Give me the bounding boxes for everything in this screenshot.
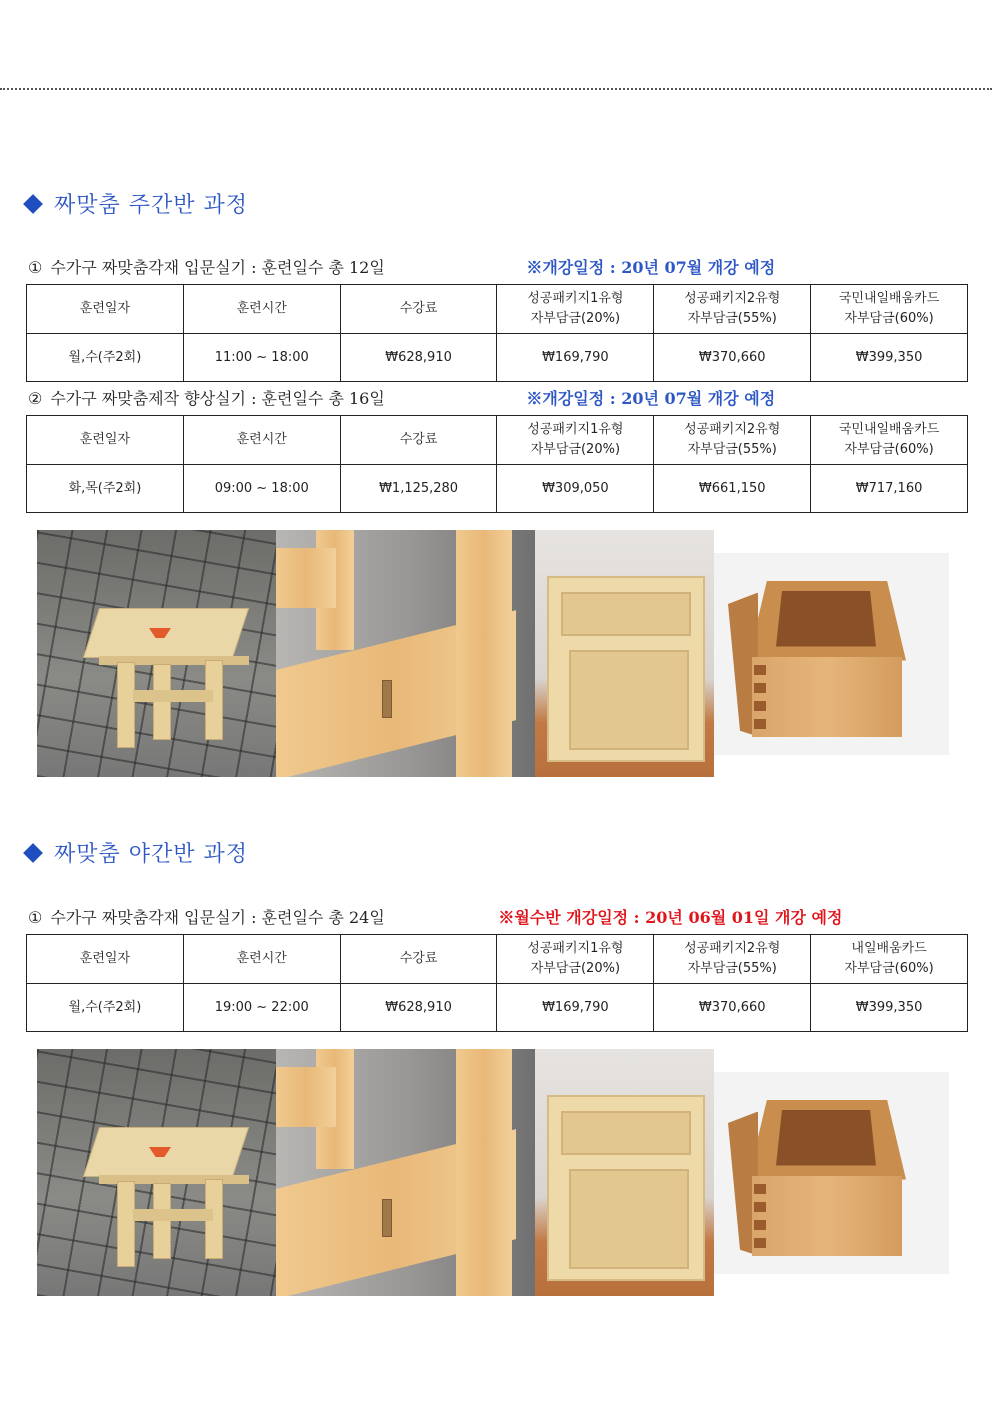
stool-photo (37, 1049, 276, 1296)
top-dotted-divider (0, 88, 992, 90)
header-cell: 훈련일자 (27, 285, 184, 334)
table-cell: ₩399,350 (811, 334, 968, 382)
table-header-row (27, 416, 968, 465)
dovetail (754, 1220, 766, 1230)
course-name: 수가구 짜맞춤각재 입문실기 : 훈련일수 총 12일 (50, 258, 385, 277)
course-schedule: ※개강일정 : 20년 07월 개강 예정 (526, 389, 776, 408)
diamond-icon (23, 843, 43, 863)
header-cell: 훈련시간 (183, 416, 340, 465)
wood-rail (276, 548, 336, 608)
table-cell: ₩399,350 (811, 984, 968, 1032)
table-cell: ₩628,910 (340, 334, 497, 382)
stool-photo (37, 530, 276, 777)
fee-table (26, 934, 968, 1032)
course-number: ① (28, 258, 43, 277)
header-cell: 훈련시간 (183, 285, 340, 334)
table-cell: ₩370,660 (654, 334, 811, 382)
cabinet-photo (535, 1049, 714, 1296)
section-heading-night (22, 837, 248, 868)
box-front (752, 657, 902, 737)
stool-leg (117, 1181, 135, 1267)
dovetail (754, 1238, 766, 1248)
wood-post (456, 530, 512, 777)
stool-rail (133, 690, 213, 702)
cabinet-shelf-opening (561, 1111, 691, 1155)
stool-leg (117, 662, 135, 748)
joint-closeup-photo (276, 530, 535, 777)
course-name: 수가구 짜맞춤각재 입문실기 : 훈련일수 총 24일 (50, 908, 385, 927)
table-cell: ₩717,160 (811, 465, 968, 513)
section-title: 짜맞춤 주간반 과정 (54, 193, 249, 218)
dovetail (754, 665, 766, 675)
dovetail (754, 701, 766, 711)
table-cell: ₩169,790 (497, 334, 654, 382)
box-image (714, 553, 949, 755)
photo-strip (37, 1049, 949, 1296)
table-cell: ₩370,660 (654, 984, 811, 1032)
header-cell: 수강료 (340, 935, 497, 984)
course-number: ② (28, 389, 43, 408)
table-cell: 월,수(주2회) (27, 334, 184, 382)
table-cell: 11:00 ~ 18:00 (183, 334, 340, 382)
table-row (27, 984, 968, 1032)
header-cell: 성공패키지1유형 자부담금(20%) (497, 935, 654, 984)
mortise-slot (382, 680, 392, 718)
header-cell: 국민내일배움카드 자부담금(60%) (811, 416, 968, 465)
header-cell: 수강료 (340, 285, 497, 334)
stool-leg (153, 1183, 171, 1259)
course-line (28, 255, 775, 278)
course-line (28, 905, 842, 928)
table-cell: 19:00 ~ 22:00 (183, 984, 340, 1032)
header-cell: 성공패키지2유형 자부담금(55%) (654, 935, 811, 984)
header-cell: 국민내일배움카드 자부담금(60%) (811, 285, 968, 334)
cabinet-photo (535, 530, 714, 777)
box-image (714, 1072, 949, 1274)
course-schedule: ※개강일정 : 20년 07월 개강 예정 (526, 258, 776, 277)
table-cell: 월,수(주2회) (27, 984, 184, 1032)
dovetail (754, 1184, 766, 1194)
fee-table (26, 415, 968, 513)
section-title: 짜맞춤 야간반 과정 (54, 842, 249, 867)
header-cell: 훈련시간 (183, 935, 340, 984)
box-inner (776, 1110, 876, 1166)
diamond-icon (23, 194, 43, 214)
header-cell: 내일배움카드 자부담금(60%) (811, 935, 968, 984)
table-row (27, 334, 968, 382)
stool-rail (133, 1209, 213, 1221)
table-header-row (27, 285, 968, 334)
table-cell: ₩1,125,280 (340, 465, 497, 513)
wood-post (456, 1049, 512, 1296)
dovetail (754, 683, 766, 693)
table-cell: ₩169,790 (497, 984, 654, 1032)
table-header-row (27, 935, 968, 984)
table-cell: ₩661,150 (654, 465, 811, 513)
cabinet-shelf-opening (561, 592, 691, 636)
header-cell: 성공패키지2유형 자부담금(55%) (654, 416, 811, 465)
course-number: ① (28, 908, 43, 927)
cabinet-lower-opening (569, 1169, 689, 1269)
header-cell: 성공패키지2유형 자부담금(55%) (654, 285, 811, 334)
table-cell: 09:00 ~ 18:00 (183, 465, 340, 513)
header-cell: 성공패키지1유형 자부담금(20%) (497, 416, 654, 465)
cabinet-lower-opening (569, 650, 689, 750)
box-inner (776, 591, 876, 647)
header-cell: 훈련일자 (27, 935, 184, 984)
course-line (28, 386, 775, 409)
box-photo (714, 1049, 949, 1296)
table-row (27, 465, 968, 513)
fee-table (26, 284, 968, 382)
dovetail (754, 719, 766, 729)
section-heading-day (22, 188, 248, 219)
wood-rail (276, 1067, 336, 1127)
stool-leg (153, 664, 171, 740)
course-name: 수가구 짜맞춤제작 향상실기 : 훈련일수 총 16일 (50, 389, 385, 408)
course-schedule: ※월수반 개강일정 : 20년 06월 01일 개강 예정 (498, 908, 843, 927)
table-cell: ₩309,050 (497, 465, 654, 513)
table-cell: 화,목(주2회) (27, 465, 184, 513)
table-cell: ₩628,910 (340, 984, 497, 1032)
joint-closeup-photo (276, 1049, 535, 1296)
header-cell: 성공패키지1유형 자부담금(20%) (497, 285, 654, 334)
mortise-slot (382, 1199, 392, 1237)
box-front (752, 1176, 902, 1256)
header-cell: 훈련일자 (27, 416, 184, 465)
photo-strip (37, 530, 949, 777)
box-photo (714, 530, 949, 777)
dovetail (754, 1202, 766, 1212)
header-cell: 수강료 (340, 416, 497, 465)
